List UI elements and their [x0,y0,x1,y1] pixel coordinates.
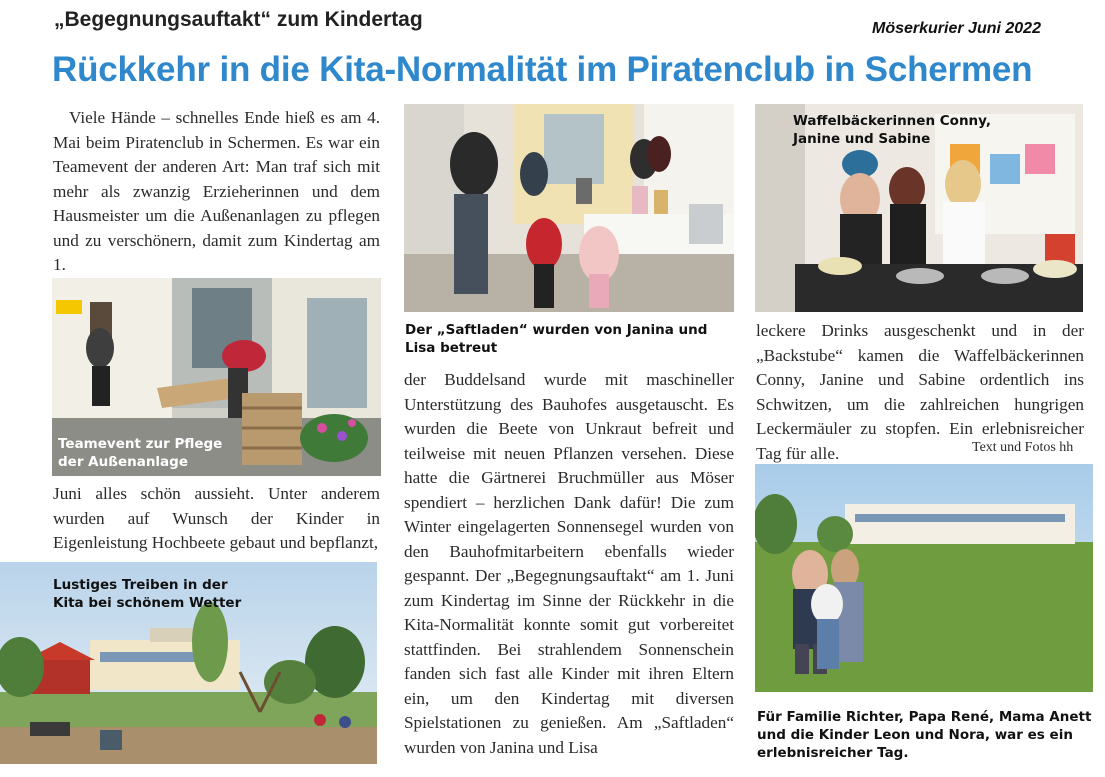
paragraph: Juni alles schön aussieht. Unter anderem wurden auf Wunsch der Kinder in Eigenleistung Hochbeete gebaut und bepflanzt, [53,484,380,552]
caption-line: Für Familie Richter, Papa René, Mama Anett [757,709,1092,725]
column1-text-bottom [53,482,380,556]
caption-waffle-bakers [793,112,991,148]
paragraph: Viele Hände – schnelles Ende hieß es am 4. Mai beim Piratenclub in Schermen. Es war ein Teamevent der anderen Art: Man traf sich mit mehr als zwanzig Erzieherinnen und dem Hausmeister um die Außenanlagen zu pflegen und zu verschönern, damit zum Kindertag am 1. [53,108,380,274]
photo-credit: Text und Fotos hh [972,440,1074,455]
caption-family [757,708,1092,762]
caption-teamevent [58,435,222,471]
article-kicker: „Begegnungsauftakt“ zum Kindertag [54,8,423,31]
caption-saftladen [405,321,735,357]
column1-text-top [53,106,380,278]
caption-line: Teamevent zur Pflege [58,436,223,452]
caption-line: erlebnisreicher Tag. [757,745,909,761]
caption-line: der Außenanlage [58,454,188,470]
paragraph: leckere Drinks ausgeschenkt und in der „Backstube“ kamen die Waffelbäckerinnen Conny, Janine und Sabine ordentlich ins Schwitzen, um die zahlreichen hungrigen Leckermäuler zu stopfen. Ein erlebnisreicher Tag für alle. [756,321,1084,463]
photo-teamevent [52,278,381,476]
caption-playground [53,576,241,612]
caption-line: Lustiges Treiben in der [53,577,228,593]
paragraph: der Buddelsand wurde mit maschineller Unterstützung des Bauhofes ausgetauscht. Es wurden die Beete von Unkraut befreit und teilweise mit neuen Pflanzen versehen. Diese hatte die Gärtnerei Bruchmüller aus Möser spendiert – herzlichen Dank dafür! Die zum Winter eingelagerten Sonnensegel wurden von den Bauhofmitarbeitern ebenfalls wieder gespannt. Der „Begegnungsauftakt“ am 1. Juni zum Kindertag im Sinne der Rückkehr in die Kita-Normalität konnte somit gut vorbereitet stattfinden. Bei strahlendem Sonnenschein fanden sich fast alle Kinder mit ihren Eltern ein, um den Kindertag mit diversen Spielstationen zu genießen. Am „Saftladen“ wurden von Janina und Lisa [404,370,734,757]
photo-playground [0,562,377,764]
column2-text [404,368,734,760]
photo-waffle-bakers [755,104,1083,312]
caption-line: Der „Saftladen“ wurden von Janina und [405,322,708,338]
caption-line: und die Kinder Leon und Nora, war es ein [757,727,1073,743]
photo-saftladen [404,104,734,312]
caption-line: Kita bei schönem Wetter [53,595,242,611]
caption-line: Waffelbäckerinnen Conny, [793,113,992,129]
caption-line: Lisa betreut [405,340,498,356]
issue-label: Möserkurier Juni 2022 [872,20,1041,37]
article-headline: Rückkehr in die Kita-Normalität im Piratenclub in Schermen [52,50,1033,89]
caption-line: Janine und Sabine [793,131,931,147]
photo-family [755,464,1093,692]
